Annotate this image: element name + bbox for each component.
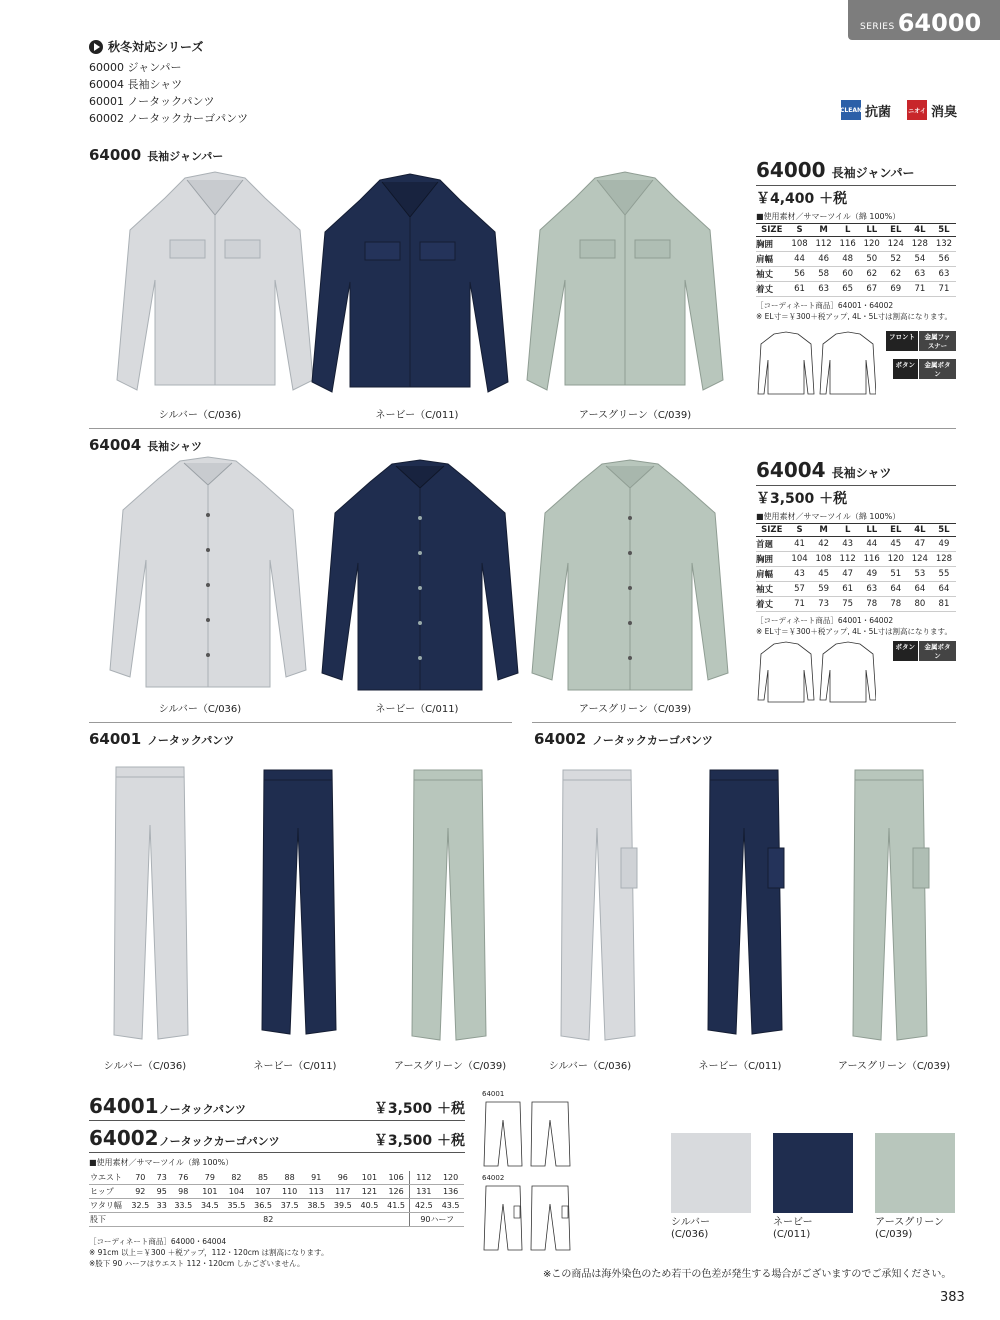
shirt-caption-silver: シルバー（C/036) bbox=[158, 704, 242, 715]
pants-navy-image bbox=[258, 768, 338, 1038]
pants-silver-image bbox=[110, 765, 190, 1045]
size-cell: 64 bbox=[908, 582, 932, 597]
pants-size-row bbox=[89, 1171, 464, 1185]
size-cell: 47 bbox=[908, 537, 932, 552]
size-cell: 57 bbox=[788, 582, 812, 597]
size-row bbox=[756, 567, 956, 582]
size-cell: 44 bbox=[860, 537, 884, 552]
size-cell: 47 bbox=[836, 567, 860, 582]
swatch-navy bbox=[773, 1133, 853, 1213]
size-cell: 55 bbox=[932, 567, 956, 582]
pants-size-cell: 34.5 bbox=[197, 1199, 224, 1213]
spec-note: ※ EL寸＝￥300＋税アップ, 4L・5L寸は割高になります。 bbox=[756, 312, 952, 321]
jumper-silver-image bbox=[115, 170, 315, 405]
cargo-caption-navy: ネービー（C/011) bbox=[698, 1061, 782, 1072]
series-tab bbox=[848, 0, 1000, 40]
shirt-caption-earth-green: アースグリーン（C/039) bbox=[578, 704, 692, 715]
pants-size-cell: 136 bbox=[437, 1185, 464, 1199]
pants-size-table bbox=[89, 1171, 464, 1227]
deodorant-icon: ニオイ bbox=[907, 100, 927, 120]
swatch-earth-green bbox=[875, 1133, 955, 1213]
pants-size-cell: 40.5 bbox=[356, 1199, 383, 1213]
spec-coord: ［コーディネート商品］64001・64002 bbox=[756, 616, 894, 625]
spec-coord: ［コーディネート商品］64001・64002 bbox=[756, 301, 894, 310]
size-cell: 41 bbox=[788, 537, 812, 552]
pants-tech-sketch bbox=[482, 1100, 574, 1170]
size-cell: 80 bbox=[908, 597, 932, 612]
sketch-label-64001: 64001 bbox=[482, 1090, 505, 1098]
swatch-silver bbox=[671, 1133, 751, 1213]
size-cell: 120 bbox=[884, 552, 908, 567]
size-cell: 50 bbox=[860, 252, 884, 267]
play-icon bbox=[89, 40, 103, 54]
header-item: 60004 長袖シャツ bbox=[89, 78, 183, 91]
jumper-caption-earth-green: アースグリーン（C/039) bbox=[578, 410, 692, 421]
size-cell: 60 bbox=[836, 267, 860, 282]
size-cell: 53 bbox=[908, 567, 932, 582]
pants-size-cell: 101 bbox=[197, 1185, 224, 1199]
size-cell: 62 bbox=[884, 267, 908, 282]
pants-size-cell: 73 bbox=[154, 1171, 170, 1185]
pants-size-cell: 82 bbox=[223, 1171, 250, 1185]
size-cell: 108 bbox=[788, 237, 812, 252]
size-cell: 81 bbox=[932, 597, 956, 612]
pants-size-row bbox=[89, 1199, 464, 1213]
spec-name: 長袖ジャンパー bbox=[831, 166, 915, 180]
pants-size-cell: 41.5 bbox=[383, 1199, 410, 1213]
footer-note: ※この商品は海外染色のため若干の色差が発生する場合がございますのでご承知ください。 bbox=[543, 1269, 952, 1280]
cargo-earth-green-image bbox=[845, 768, 935, 1043]
size-row-label: 着丈 bbox=[756, 597, 788, 612]
pants-size-cell: 92 bbox=[127, 1185, 154, 1199]
pants-size-cell: 42.5 bbox=[410, 1199, 437, 1213]
pants-row-label: 股下 bbox=[89, 1213, 127, 1227]
spec-material: ■使用素材／サマーツイル（綿 100%） bbox=[756, 512, 901, 521]
spec-name: 長袖シャツ bbox=[831, 466, 892, 480]
size-cell: 56 bbox=[788, 267, 812, 282]
size-cell: 45 bbox=[884, 537, 908, 552]
feature-badges bbox=[841, 100, 957, 120]
header-item: 60001 ノータックパンツ bbox=[89, 95, 215, 108]
series-label: SERIES bbox=[860, 22, 895, 32]
pants-size-cell: 120 bbox=[437, 1171, 464, 1185]
shirt-silver-image bbox=[108, 455, 308, 695]
size-row-label: 肩幅 bbox=[756, 567, 788, 582]
tag-button: ボタン 金属ボタン bbox=[876, 359, 956, 379]
pants-size-cell: 36.5 bbox=[250, 1199, 277, 1213]
pants-size-cell: 126 bbox=[383, 1185, 410, 1199]
spec-note: ※ EL寸＝￥300＋税アップ, 4L・5L寸は割高になります。 bbox=[756, 627, 952, 636]
size-row-label: 袖丈 bbox=[756, 582, 788, 597]
size-cell: 67 bbox=[860, 282, 884, 297]
size-cell: 108 bbox=[812, 552, 836, 567]
pants-size-cell: 112 bbox=[410, 1171, 437, 1185]
size-cell: 112 bbox=[836, 552, 860, 567]
header-list bbox=[89, 59, 248, 127]
shirt-spec bbox=[756, 458, 956, 660]
size-cell: 49 bbox=[932, 537, 956, 552]
jumper-caption-navy: ネービー（C/011) bbox=[375, 410, 459, 421]
pants-caption-navy: ネービー（C/011) bbox=[253, 1061, 337, 1072]
cargo-navy-image bbox=[700, 768, 790, 1038]
size-cell: 63 bbox=[812, 282, 836, 297]
cargo-caption-silver: シルバー（C/036) bbox=[548, 1061, 632, 1072]
size-cell: 61 bbox=[788, 282, 812, 297]
pants-material: ■使用素材／サマーツイル（綿 100%） bbox=[89, 1158, 234, 1167]
size-cell: 71 bbox=[788, 597, 812, 612]
size-row-label: 肩幅 bbox=[756, 252, 788, 267]
size-table: SIZE S M L LL EL 4L 5L 胸囲 108 112 116 120 124 128 132 肩幅 44 46 48 50 52 54 56 袖丈 56 58 60 62 62 63 63 着丈 61 63 65 67 69 71 71 bbox=[756, 223, 956, 297]
size-cell: 116 bbox=[860, 552, 884, 567]
size-row bbox=[756, 282, 956, 297]
pants-size-cell: 39.5 bbox=[330, 1199, 357, 1213]
sketch-label-64002: 64002 bbox=[482, 1174, 505, 1182]
size-cell: 78 bbox=[884, 597, 908, 612]
tag-button: ボタン 金属ボタン bbox=[876, 641, 956, 661]
header-title: 秋冬対応シリーズ bbox=[89, 38, 203, 55]
pants-size-cell: 113 bbox=[303, 1185, 330, 1199]
swatch-caption: ネービー (C/011) bbox=[773, 1217, 813, 1240]
size-cell: 43 bbox=[836, 537, 860, 552]
pants-size-cell: 121 bbox=[356, 1185, 383, 1199]
pants-size-cell: 43.5 bbox=[437, 1199, 464, 1213]
size-cell: 65 bbox=[836, 282, 860, 297]
pants-size-cell: 76 bbox=[170, 1171, 197, 1185]
size-table: SIZE S M L LL EL 4L 5L 首廻 41 42 43 44 45 47 49 胸囲 104 108 112 116 120 124 128 肩幅 43 45 47 49 51 53 55 袖丈 57 59 61 63 64 64 64 着丈 71 73 75 78 78 80 81 bbox=[756, 523, 956, 612]
pants-size-cell: 91 bbox=[303, 1171, 330, 1185]
size-cell: 132 bbox=[932, 237, 956, 252]
deodorant-label: 消臭 bbox=[931, 104, 958, 120]
header-item: 60002 ノータックカーゴパンツ bbox=[89, 112, 249, 125]
pants-size-cell: 79 bbox=[197, 1171, 224, 1185]
size-cell: 63 bbox=[908, 267, 932, 282]
spec-price: ￥3,500 ＋税 bbox=[756, 491, 848, 507]
size-cell: 63 bbox=[932, 267, 956, 282]
pants-size-cell: 90ハーフ bbox=[410, 1213, 464, 1227]
header-item: 60000 ジャンパー bbox=[89, 61, 182, 74]
pants-size-cell: 117 bbox=[330, 1185, 357, 1199]
size-cell: 49 bbox=[860, 567, 884, 582]
size-row bbox=[756, 537, 956, 552]
cargo-silver-image bbox=[553, 768, 643, 1043]
size-cell: 62 bbox=[860, 267, 884, 282]
pants-size-cell: 96 bbox=[330, 1171, 357, 1185]
pants-size-cell: 98 bbox=[170, 1185, 197, 1199]
size-cell: 63 bbox=[860, 582, 884, 597]
size-cell: 64 bbox=[884, 582, 908, 597]
shirt-earth-green-image bbox=[530, 458, 730, 698]
size-cell: 124 bbox=[908, 552, 932, 567]
jumper-spec bbox=[756, 158, 956, 378]
size-cell: 124 bbox=[884, 237, 908, 252]
size-cell: 112 bbox=[812, 237, 836, 252]
size-cell: 128 bbox=[932, 552, 956, 567]
cargo-spec-head: 64002 ノータックカーゴパンツ ￥3,500 ＋税 bbox=[89, 1126, 465, 1150]
swatch-caption: アースグリーン (C/039) bbox=[875, 1217, 944, 1240]
cargo-caption-earth-green: アースグリーン（C/039) bbox=[837, 1061, 951, 1072]
page-number: 383 bbox=[940, 1290, 965, 1305]
jumper-navy-image bbox=[310, 172, 510, 407]
cargo-tech-sketch bbox=[482, 1184, 574, 1254]
jumper-caption-silver: シルバー（C/036) bbox=[158, 410, 242, 421]
jumper-section-title: 64000 長袖ジャンパー bbox=[89, 146, 224, 164]
pants-section-title: 64001 ノータックパンツ bbox=[89, 730, 235, 748]
spec-code: 64000 bbox=[756, 158, 826, 182]
size-cell: 54 bbox=[908, 252, 932, 267]
pants-size-cell: 82 bbox=[127, 1213, 410, 1227]
size-cell: 78 bbox=[860, 597, 884, 612]
size-row bbox=[756, 582, 956, 597]
pants-row-label: ヒップ bbox=[89, 1185, 127, 1199]
size-cell: 44 bbox=[788, 252, 812, 267]
jumper-tech-sketch bbox=[756, 330, 876, 400]
series-number: 64000 bbox=[897, 9, 982, 37]
size-cell: 58 bbox=[812, 267, 836, 282]
pants-notes: ［コーディネート商品］64000・64004 ※ 91cm 以上＝￥300 ＋税アップ，112・120cm は割高になります。 ※股下 90 ハーフはウエスト 112・120cm しかございません。 bbox=[89, 1237, 329, 1268]
pants-size-cell: 33.5 bbox=[170, 1199, 197, 1213]
shirt-tech-sketch bbox=[756, 640, 876, 705]
pants-size-row bbox=[89, 1185, 464, 1199]
swatch-caption: シルバー (C/036) bbox=[671, 1217, 711, 1240]
shirt-navy-image bbox=[320, 458, 520, 698]
size-row-label: 胸囲 bbox=[756, 237, 788, 252]
pants-size-cell: 70 bbox=[127, 1171, 154, 1185]
pants-size-cell: 101 bbox=[356, 1171, 383, 1185]
size-cell: 69 bbox=[884, 282, 908, 297]
divider bbox=[89, 428, 956, 429]
size-cell: 71 bbox=[932, 282, 956, 297]
pants-size-cell: 107 bbox=[250, 1185, 277, 1199]
size-cell: 46 bbox=[812, 252, 836, 267]
size-row bbox=[756, 552, 956, 567]
pants-earth-green-image bbox=[408, 768, 488, 1043]
pants-size-cell: 37.5 bbox=[276, 1199, 303, 1213]
spec-price: ￥4,400 ＋税 bbox=[756, 191, 848, 207]
jumper-earth-green-image bbox=[525, 170, 725, 405]
size-row-label: 袖丈 bbox=[756, 267, 788, 282]
pants-size-cell: 88 bbox=[276, 1171, 303, 1185]
pants-size-cell: 110 bbox=[276, 1185, 303, 1199]
size-row-label: 着丈 bbox=[756, 282, 788, 297]
pants-size-cell: 106 bbox=[383, 1171, 410, 1185]
size-cell: 51 bbox=[884, 567, 908, 582]
size-cell: 59 bbox=[812, 582, 836, 597]
pants-size-cell: 32.5 bbox=[127, 1199, 154, 1213]
size-cell: 75 bbox=[836, 597, 860, 612]
size-cell: 45 bbox=[812, 567, 836, 582]
pants-size-cell: 131 bbox=[410, 1185, 437, 1199]
size-row bbox=[756, 597, 956, 612]
shirt-caption-navy: ネービー（C/011) bbox=[375, 704, 459, 715]
divider bbox=[89, 722, 512, 723]
size-cell: 73 bbox=[812, 597, 836, 612]
pants-inseam-row bbox=[89, 1213, 464, 1227]
size-cell: 64 bbox=[932, 582, 956, 597]
pants-row-label: ワタリ幅 bbox=[89, 1199, 127, 1213]
pants-spec-head: 64001 ノータックパンツ ￥3,500 ＋税 bbox=[89, 1094, 465, 1118]
pants-size-cell: 38.5 bbox=[303, 1199, 330, 1213]
size-cell: 116 bbox=[836, 237, 860, 252]
size-cell: 128 bbox=[908, 237, 932, 252]
size-row bbox=[756, 267, 956, 282]
tag-front: フロント 金属ファスナー bbox=[876, 331, 956, 351]
pants-size-cell: 95 bbox=[154, 1185, 170, 1199]
size-cell: 43 bbox=[788, 567, 812, 582]
antibacterial-label: 抗菌 bbox=[865, 104, 892, 120]
pants-size-cell: 85 bbox=[250, 1171, 277, 1185]
divider bbox=[532, 722, 956, 723]
size-cell: 48 bbox=[836, 252, 860, 267]
cargo-section-title: 64002 ノータックカーゴパンツ bbox=[534, 730, 713, 748]
size-cell: 42 bbox=[812, 537, 836, 552]
size-cell: 52 bbox=[884, 252, 908, 267]
size-cell: 61 bbox=[836, 582, 860, 597]
pants-size-cell: 104 bbox=[223, 1185, 250, 1199]
pants-row-label: ウエスト bbox=[89, 1171, 127, 1185]
size-row bbox=[756, 252, 956, 267]
size-row-label: 胸囲 bbox=[756, 552, 788, 567]
size-row bbox=[756, 237, 956, 252]
size-cell: 56 bbox=[932, 252, 956, 267]
shirt-section-title: 64004 長袖シャツ bbox=[89, 436, 202, 454]
pants-size-cell: 33 bbox=[154, 1199, 170, 1213]
pants-size-cell: 35.5 bbox=[223, 1199, 250, 1213]
spec-material: ■使用素材／サマーツイル（綿 100%） bbox=[756, 212, 901, 221]
antibacterial-icon: CLEAN bbox=[841, 100, 861, 120]
spec-code: 64004 bbox=[756, 458, 826, 482]
size-cell: 104 bbox=[788, 552, 812, 567]
size-cell: 120 bbox=[860, 237, 884, 252]
size-cell: 71 bbox=[908, 282, 932, 297]
pants-caption-earth-green: アースグリーン（C/039) bbox=[393, 1061, 507, 1072]
pants-caption-silver: シルバー（C/036) bbox=[103, 1061, 187, 1072]
size-row-label: 首廻 bbox=[756, 537, 788, 552]
